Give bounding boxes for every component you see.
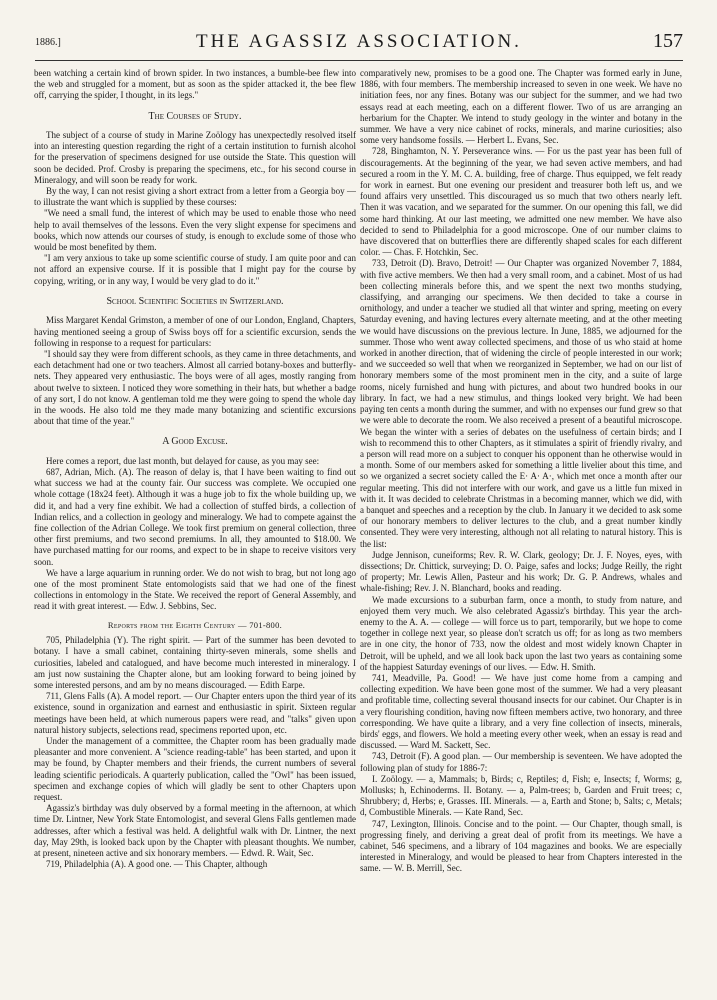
quote-paragraph: "I should say they were from different schools, as they came in three detachments, and each detachment had one or two teachers. Almost all carried botany-boxes and butterfly-nets. They appeared very enthusiastic. The boys were of all ages, mostly ranging from about twelve to sixteen. I noticed they wore something in their hats, but whether a badge of any sort, I do not know. A gentleman told me they were going to spend the whole day in the woods. He also told me they made many botanizing and scientific excursions about that time of the year." [34,348,356,427]
paragraph: Agassiz's birthday was duly observed by a formal meeting in the afternoon, at which time Dr. Lintner, New York State Entomologist, and several Glens Falls gentlemen made addresses, after which a festival was held. A delightful walk with Dr. Lintner, the next day, May 29th, is looked back upon by the Chapter with pleasant thoughts. We number, at present, nineteen active and six honorary members. — Edwd. R. Wait, Sec. [34,803,356,859]
paragraph: Judge Jennison, cuneiforms; Rev. R. W. Clark, geology; Dr. J. F. Noyes, eyes, with dissections; Dr. Chittick, surveying; D. O. Paige, safes and locks; Judge Reilly, the right of property; Mr. Lewis Allen, Pasteur and his work; Dr. G. P. Andrews, whales and whale-fishing; Rev. J. N. Blanchard, books and reading. [360,549,682,594]
chapter-report-747: 747, Lexington, Illinois. Concise and to the point. — Our Chapter, though small, is progressing finely, and deriving a great deal of profit from its meetings. We have a cabinet, 546 specimens, and a library of 104 magazines and books. We are especially interested in Mineralogy, and would be pleased to hear from Chapters interested in the same. — W. B. Merrill, Sec. [360,818,682,874]
chapter-report-719: 719, Philadelphia (A). A good one. — This Chapter, although [46,859,268,870]
paragraph: The subject of a course of study in Marine Zoölogy has unexpectedly resolved itself into an interesting question regarding the right of a certain institution to furnish alcohol for the preservation of specimens designed for use outside the State. This question will soon be decided. Prof. Crosby is preparing the specimens, etc., for his second course in Mineralogy, and will soon be ready for work. [34,130,356,185]
paragraph: We made excursions to a suburban farm, once a month, to study from nature, and enjoyed them very much. We also celebrated Agassiz's birthday. This year the arch-enemy to the A. A. — college — will force us to part, temporarily, but we hope to come together in college next year, so please don't scratch us off; for as long as two members are in one city, the honor of 733, now the oldest and most widely known Chapter in Detroit, will be upheld, and we all look back upon the last two years as containing some of the happiest Saturday evenings of our lives. — Edw. H. Smith. [360,594,682,672]
chapter-report-743: 743, Detroit (F). A good plan. — Our membership is seventeen. We have adopted the following plan of study for 1886-7: [360,751,682,773]
paragraph: comparatively new, promises to be a good one. The Chapter was formed early in June, 1886, with four members. The membership increased to seven in one week. We have no initiation fees, nor any fines. Botany was our subject for the summer, and we had two essays read at each meeting, each on a different flower. Two of us are arranging an herbarium for the Chapter. We intend to study geology in the winter and botany in the summer. We have a very nice cabinet of rocks, minerals, and marine curiosities; also some very handsome fossils. — Herbert L. Evans, Sec. [360,68,682,146]
chapter-report-711: 711, Glens Falls (A). A model report. — Our Chapter enters upon the third year of its existence, sound in organization and earnest and enthusiastic in spirit. Sixteen regular meetings have been held, at which numerous papers were read, and "talks" given upon natural history subjects, selections read, specimens reported upon, etc. [34,691,356,735]
quote-paragraph: "I am very anxious to take up some scientific course of study. I am quite poor and can not afford an expensive course. If it is possible that I might pay for the course by copying, writing, or in any way, I would be very glad to do it." [34,253,356,286]
page-number: 157 [653,30,683,52]
page-title: THE AGASSIZ ASSOCIATION. [196,31,522,52]
left-column [34,68,356,984]
paragraph: We have a large aquarium in running order. We do not wish to brag, but not long ago one of the most prominent State entomologists said that we had one of the finest collections in entomology in the State. We received the report of General Assembly, and read it with great interest. — Edw. J. Sebbins, Sec. [34,567,356,612]
chapter-report-728: 728, Binghamton, N. Y. Perseverance wins. — For us the past year has been full of discouragements. At the beginning of the year, we had seven active members, and had secured a room in the Y. M. C. A. building, free of charge. Thus equipped, we felt ready for work in earnest. But one evening our president and treasurer both left us, and we found affairs very unsettled. This discouraged us so much that two others nearly left. Then it was vacation, and we separated for the summer. On our opening this fall, we did some hard thinking. At our last meeting, we admitted one new member. We have also decided to send to Philadelphia for a good microscope. One of our number claims to have discovered that on butterflies there are differently shaped scales for each different color. — Chas. F. Hotchkin, Sec. [360,146,682,258]
section-subheading-reports: Reports from the Eighth Century — 701-800. [107,619,283,630]
chapter-report-705: 705, Philadelphia (Y). The right spirit. — Part of the summer has been devoted to botany. I have a small cabinet, containing thirty-seven minerals, some shells and curiosities, labeled and catalogued, and have become much interested in mineralogy. I am just now sustaining the Chapter alone, but am looking forward to being joined by some interested persons, and am by no means discouraged. — Edith Earpe. [34,635,356,691]
paragraph: Miss Margaret Kendal Grimston, a member of one of our London, England, Chapters, having mentioned seeing a group of Swiss boys off for a scientific excursion, sends the following in response to a request for particulars: [34,315,356,348]
section-heading-excuse: A Good Excuse. [162,436,228,448]
quote-paragraph: "We need a small fund, the interest of which may be used to enable those who need help to avail themselves of the lessons. Even the very slight expense for specimens and books, which now attends our courses of study, is enough to exclude some of those who would be most benefited by them. [34,208,356,253]
chapter-report-733: 733, Detroit (D). Bravo, Detroit! — Our Chapter was organized November 7, 1884, with five active members. We then had a very small room, and a cabinet. Most of us had been collecting minerals before this, and we spent the next two months studying, classifying, and arranging our specimens. We then decided to take a course in ornithology, and under a teacher we studied all that winter and spring, meeting on every Saturday evening, and having lectures every alternate meeting, and at the other meeting we would have discussions on the previous lecture. In June, 1885, we adjourned for the summer. Those who went away collected specimens, and those of us who staid at home worked in another direction, that of widening the circle of people interested in our work; and we succeeded so well that when we reorganized in September, we had on our list of honorary members some of the most prominent men in the city, and a suite of large rooms, nicely furnished and hung with pictures, and about two hundred books in our library. In fact, we had a new stimulus, and things looked very bright. We had been paying ten cents a month during the summer, and with no expenses our fund grew so that we were able to decorate the room. We also received a present of a beautiful microscope. We began the winter with a series of debates on the usefulness of certain birds; and I wish to recommend this to other Chapters, as it stimulates a spirit of friendly rivalry, and a person will read more on a subject to conquer his opponent than he otherwise would in a month. Some of our members asked for something a little livelier about this time, and so we organized a secret society called the E· A· A·, which met once a month after our regular meeting. This did not interfere with our work, and gave us a little fun mixed in with it. It was decided to celebrate Christmas in a becoming manner, which we did, with a banquet and speeches and a reception by the club. In January it we decided to ask some of our honorary members to deliver lectures to the club, and a great number kindly consented. They were very interesting, although not all relating to natural history. This is the list: [360,258,682,549]
paragraph: been watching a certain kind of brown spider. In two instances, a bumble-bee flew into the web and struggled for a moment, but as soon as the spider attacked it, the bee flew off, carrying the spider, I thought, in its legs." [34,68,356,101]
issue-date: 1886.] [35,37,61,48]
paragraph: By the way, I can not resist giving a short extract from a letter from a Georgia boy — to illustrate the want which is supplied by these courses: [34,186,356,208]
page-header [35,30,683,61]
section-heading-courses: The Courses of Study. [148,110,242,122]
paragraph: I. Zoölogy. — a, Mammals; b, Birds; c, Reptiles; d, Fish; e, Insects; f, Worms; g, Mollusks; h, Echinoderms. II. Botany. — a, Palm-trees; b, Garden and Fruit trees; c, Shrubbery; d, Herbs; e, Grasses. III. Minerals. — a, Earth and Stone; b, Salts; c, Metals; d, Combustible Minerals. — Kate Rand, Sec. [360,773,682,818]
paragraph: Under the management of a committee, the Chapter room has been gradually made pleasanter and more convenient. A "science reading-table" has been started, and upon it may be found, by Chapter members and their friends, the current numbers of several leading scientific periodicals. A quarterly publication, called the "Owl" has been issued, specimen and exchange copies of which will gladly be sent to other Chapters upon request. [34,736,356,803]
chapter-report-687: 687, Adrian, Mich. (A). The reason of delay is, that I have been waiting to find out what success we had at the county fair. Our success was complete. We occupied one whole cottage (18x24 feet). Although it was a huge job to fix the whole building up, we did it, and had a very fine exhibit. We had a collection of stuffed birds, a collection of Indian relics, and a collection in geology and mineralogy. We had to compete against the fine collection of the Adrian College. We took first premium on general collection, three other first premiums, and two second premiums. In all, they amounted to $18.00. We have purchased matting for our rooms, and expect to be in shape to receive visitors very soon. [34,467,356,567]
section-heading-switzerland: School Scientific Societies in Switzerland. [106,295,284,307]
paragraph: Here comes a report, due last month, but delayed for cause, as you may see: [46,455,320,466]
right-column [360,68,682,984]
chapter-report-741: 741, Meadville, Pa. Good! — We have just come home from a camping and collecting expedition. We have been gone most of the summer. We had a very pleasant and profitable time, collecting several thousand insects for our cabinet. Our Chapter is in a very flourishing condition, having now fifteen members active, two honorary, and three corresponding. We have quite a library, and a very fine collection of insects, minerals, birds' eggs, and flowers. We hold a meeting every other week, when an essay is read and discussed. — Ward M. Sackett, Sec. [360,672,682,751]
